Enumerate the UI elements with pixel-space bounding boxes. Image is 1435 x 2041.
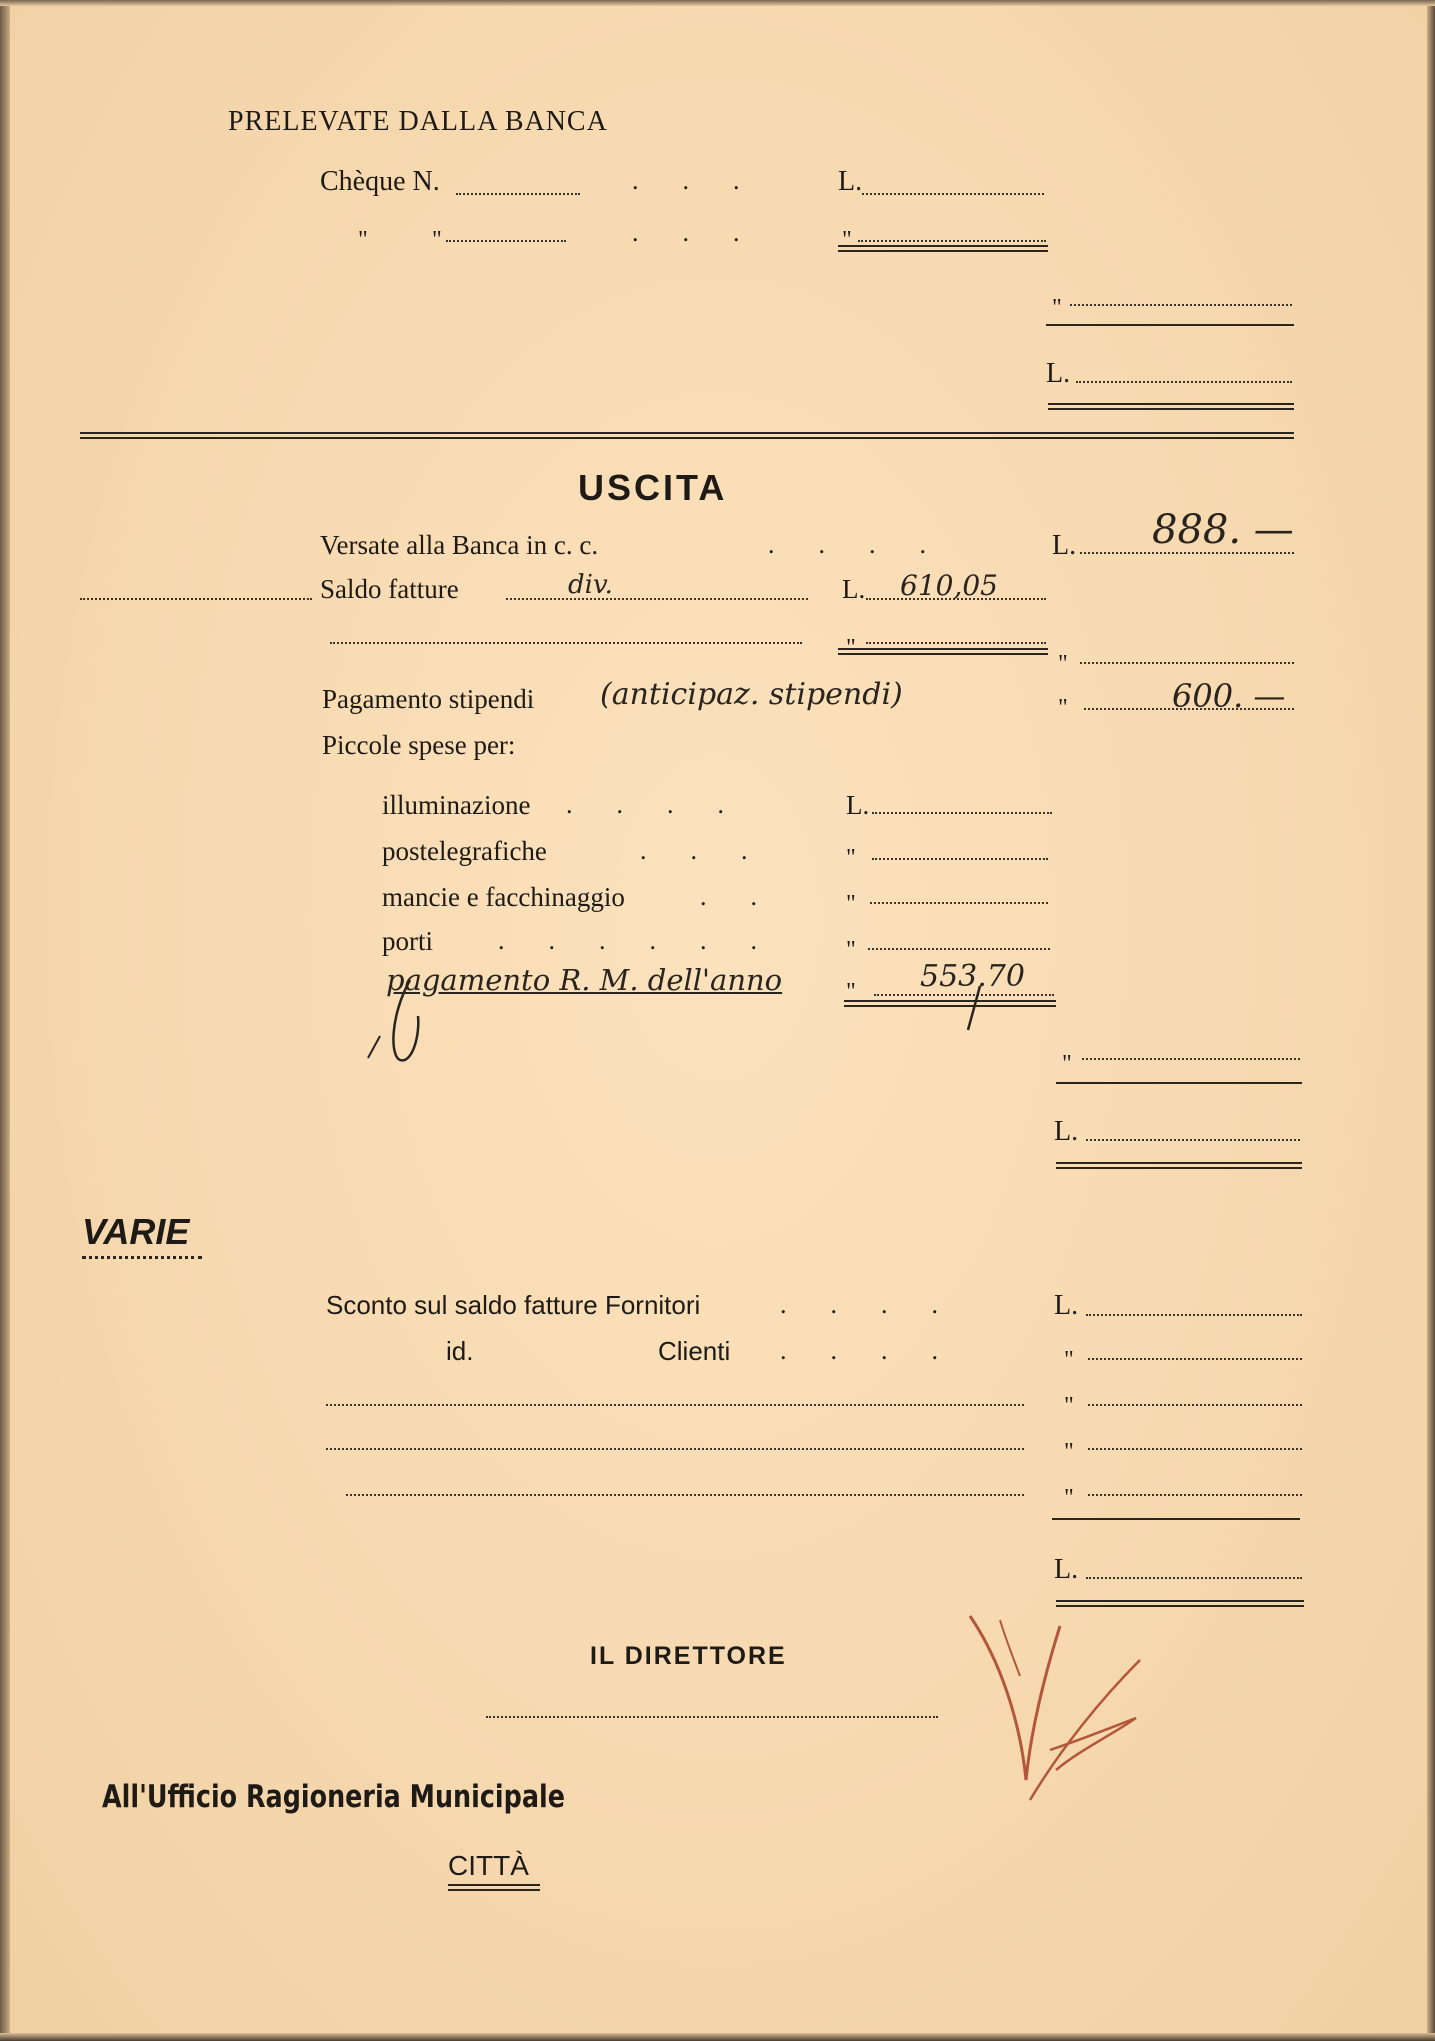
ditto-mark: " xyxy=(1064,1439,1074,1465)
leader-dots: .... xyxy=(780,1290,982,1319)
total-line xyxy=(1070,304,1292,306)
paper-left-edge xyxy=(0,0,10,2041)
ditto-mark: " xyxy=(1052,295,1062,321)
pagamento-value: 553.70 xyxy=(920,959,1025,994)
subtotal-amount-line xyxy=(1080,662,1294,664)
leader-dots: .. xyxy=(700,882,801,911)
blank-entry-line xyxy=(346,1494,1024,1496)
margin-line xyxy=(80,598,312,600)
subtotal-rule xyxy=(838,245,1048,252)
lira-label: L. xyxy=(846,790,870,820)
blank-amount-line xyxy=(1088,1494,1302,1496)
grand-total-line xyxy=(1086,1139,1300,1141)
stipendi-desc: (anticipaz. stipendi) xyxy=(600,677,903,712)
grand-total-rule xyxy=(1048,403,1294,410)
grand-total-line xyxy=(1086,1577,1302,1579)
direttore-signature-line xyxy=(486,1716,938,1718)
saldo-desc: div. xyxy=(568,570,613,600)
leader-dots: ... xyxy=(632,218,784,247)
mancie-amount-line xyxy=(870,902,1048,904)
paper-top-edge xyxy=(0,0,1435,6)
ditto-mark: " xyxy=(846,845,856,871)
cheque-amount-line xyxy=(858,240,1046,242)
postelegrafiche-label: postelegrafiche xyxy=(382,836,547,866)
postelegrafiche-amount-line xyxy=(872,858,1048,860)
paper-right-edge xyxy=(1427,0,1435,2041)
total-rule xyxy=(1052,1518,1300,1520)
cheque-label: Chèque N. xyxy=(320,166,440,197)
lira-label: L. xyxy=(1054,1290,1079,1321)
paper-bottom-edge xyxy=(0,2033,1435,2041)
uscita-title: USCITA xyxy=(578,467,728,508)
leader-dots: .... xyxy=(566,790,768,819)
ditto-mark: " xyxy=(432,227,442,253)
ditto-mark: " xyxy=(842,227,852,253)
leader-dots: .... xyxy=(780,1336,982,1365)
ditto-mark: " xyxy=(1064,1393,1074,1419)
blank-entry-line xyxy=(326,1448,1024,1450)
versate-label: Versate alla Banca in c. c. xyxy=(320,530,599,560)
clienti-label: Clienti xyxy=(658,1336,731,1366)
ditto-mark: " xyxy=(846,635,856,661)
lira-label: L. xyxy=(1054,1116,1079,1147)
lira-label: L. xyxy=(1052,530,1077,561)
saldo-desc-line xyxy=(506,598,808,600)
varie-underline xyxy=(82,1256,202,1259)
ditto-mark: " xyxy=(358,227,368,253)
lira-label: L. xyxy=(842,574,866,604)
versate-value: 888. — xyxy=(1152,507,1294,553)
ditto-mark: " xyxy=(846,891,856,917)
total-line xyxy=(1082,1058,1300,1060)
saldo-label: Saldo fatture xyxy=(320,574,459,604)
saldo-value: 610,05 xyxy=(900,569,998,602)
porti-label: porti xyxy=(382,926,433,956)
prelevate-title: PRELEVATE DALLA BANCA xyxy=(228,106,608,137)
leader-dots: ... xyxy=(640,836,792,865)
ditto-mark: " xyxy=(1058,651,1068,677)
varie-title: VARIE xyxy=(82,1211,190,1252)
porti-amount-line xyxy=(868,948,1050,950)
piccole-spese-label: Piccole spese per: xyxy=(322,730,516,760)
mancie-label: mancie e facchinaggio xyxy=(382,882,625,912)
lira-label: L. xyxy=(838,166,863,197)
citta-underline xyxy=(448,1884,540,1891)
stipendi-label: Pagamento stipendi xyxy=(322,684,535,714)
handwriting-flourish xyxy=(360,976,1080,1076)
lira-label: L. xyxy=(1054,1554,1079,1585)
direttore-label: IL DIRETTORE xyxy=(590,1642,787,1670)
cheque-number-line xyxy=(456,193,580,195)
ufficio-address: All'Ufficio Ragioneria Municipale xyxy=(102,1779,565,1815)
ditto-mark: " xyxy=(846,937,856,963)
total-rule xyxy=(1046,324,1294,326)
grand-total-rule xyxy=(1056,1162,1302,1169)
blank-amount-line xyxy=(866,642,1046,644)
cheque-amount-line xyxy=(862,193,1044,195)
sconto-label: Sconto sul saldo fatture Fornitori xyxy=(326,1290,701,1320)
cheque-number-line xyxy=(446,240,566,242)
leader-dots: ...... xyxy=(498,926,801,955)
ditto-mark: " xyxy=(1064,1347,1074,1373)
subtotal-rule xyxy=(838,648,1048,655)
ditto-mark: " xyxy=(1064,1485,1074,1511)
illuminazione-amount-line xyxy=(872,812,1052,814)
total-rule xyxy=(1056,1082,1302,1084)
sconto-amount-line xyxy=(1086,1314,1302,1316)
leader-dots: .... xyxy=(768,530,970,559)
grand-total-line xyxy=(1076,381,1292,383)
ditto-mark: " xyxy=(1058,695,1068,721)
blank-entry-line xyxy=(330,642,802,644)
stipendi-value: 600. — xyxy=(1172,677,1286,715)
leader-dots: ... xyxy=(632,166,784,195)
illuminazione-label: illuminazione xyxy=(382,790,531,820)
ditto-mark: " xyxy=(846,979,856,1005)
pagamento-desc: pagamento R. M. dell'anno xyxy=(386,963,783,997)
blank-amount-line xyxy=(1088,1448,1302,1450)
blank-amount-line xyxy=(1088,1404,1302,1406)
ditto-mark: " xyxy=(1062,1051,1072,1077)
citta-label: CITTÀ xyxy=(448,1850,529,1881)
clienti-amount-line xyxy=(1088,1358,1302,1360)
lira-label: L. xyxy=(1046,358,1071,389)
blank-entry-line xyxy=(326,1404,1024,1406)
id-label: id. xyxy=(446,1336,474,1366)
section-separator xyxy=(80,432,1294,439)
director-signature xyxy=(960,1600,1160,1820)
